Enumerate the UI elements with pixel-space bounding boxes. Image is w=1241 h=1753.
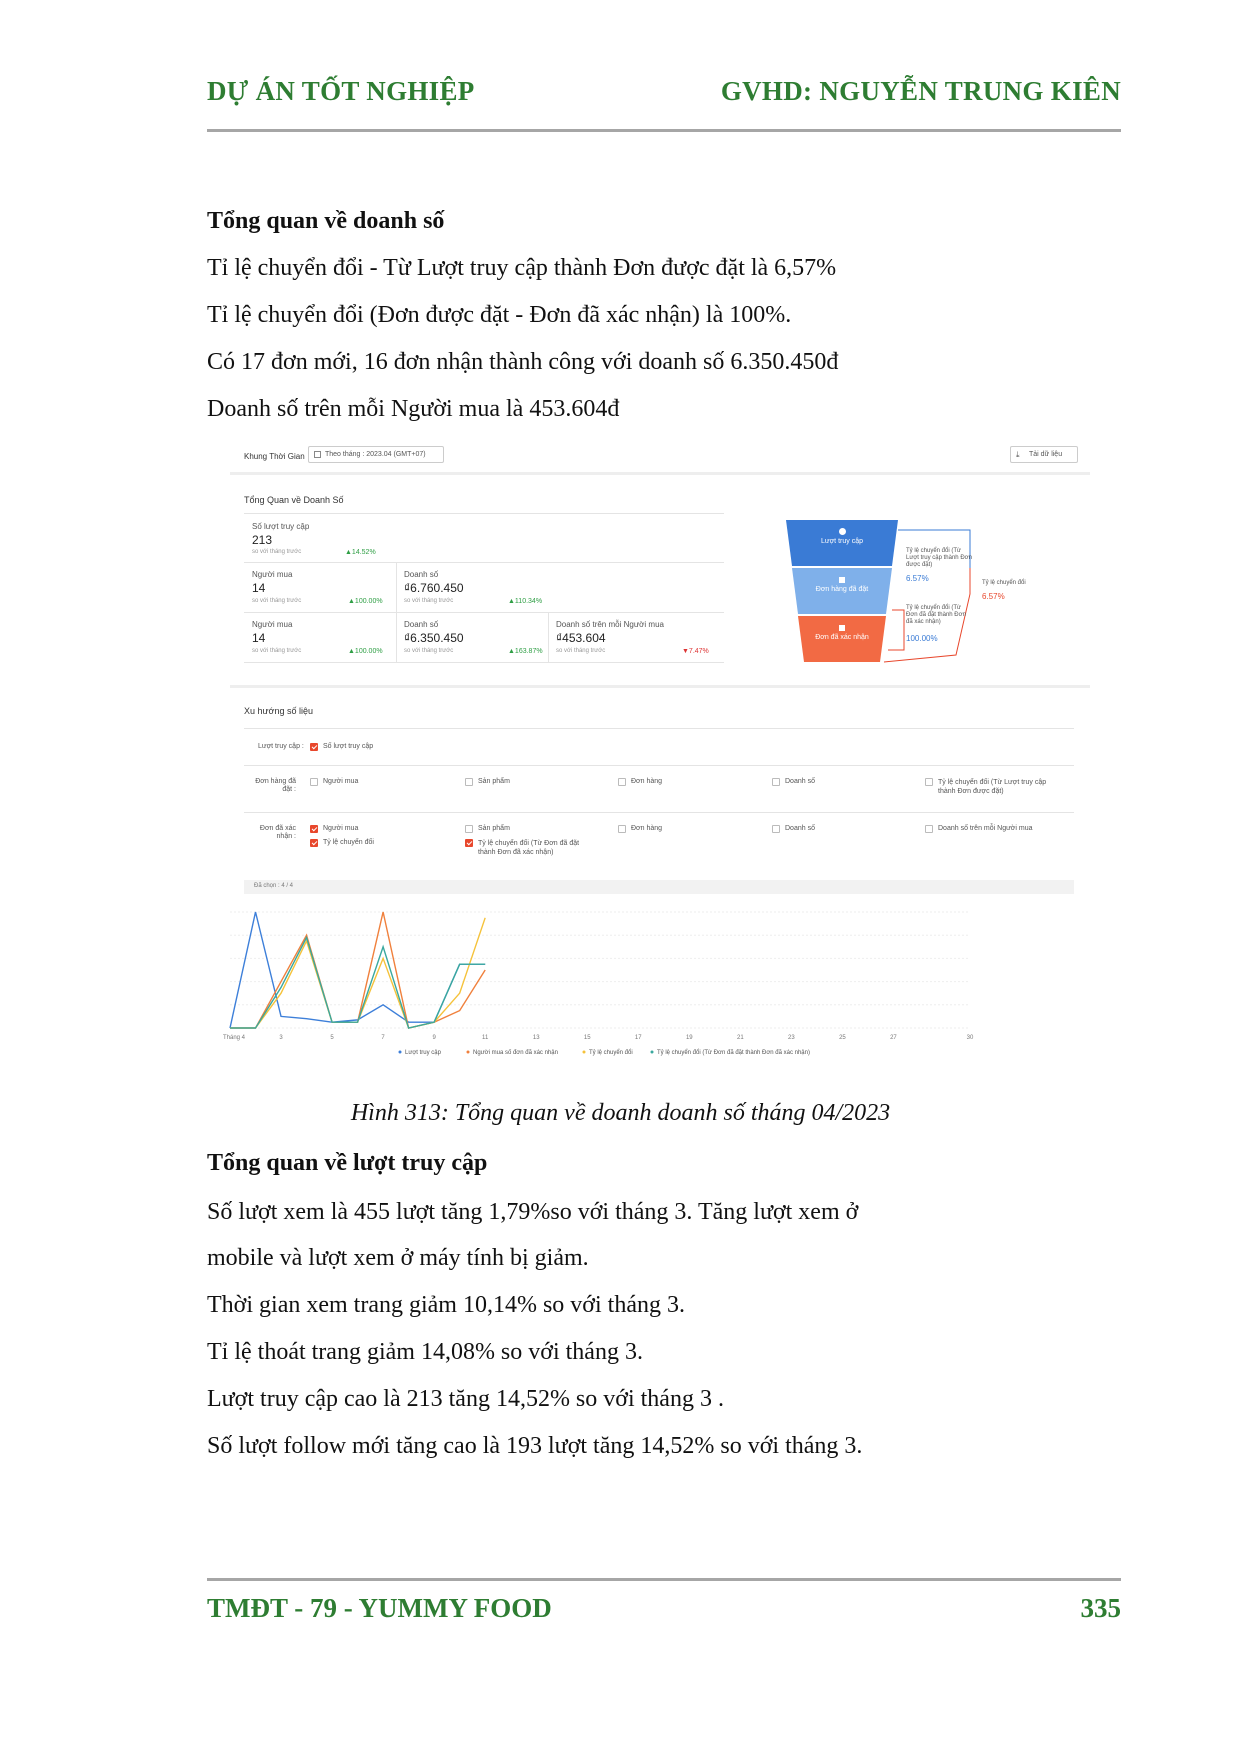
section-heading-visits: Tổng quan về lượt truy cập (207, 1150, 488, 1176)
metric-label: Số lượt truy cập (252, 522, 310, 531)
selected-bar (244, 880, 1074, 894)
checkbox-label: Người mua (323, 778, 359, 785)
metric-change: ▲110.34% (508, 598, 543, 605)
conversion3-label: Tỷ lệ chuyển đổi (982, 580, 1026, 586)
x-tick-label: 17 (634, 1035, 642, 1041)
checkbox-label: Doanh số trên mỗi Người mua (938, 825, 1033, 832)
checkbox-confirmed-orders[interactable] (618, 825, 626, 833)
paragraph-line: Tỉ lệ chuyển đổi - Từ Lượt truy cập thành Đơn được đặt là 6,57% (207, 255, 837, 281)
metric-value: ₫6.760.450 (404, 581, 464, 595)
x-tick-label: 15 (583, 1035, 591, 1041)
paragraph-line: Doanh số trên mỗi Người mua là 453.604đ (207, 396, 620, 422)
legend-label: Tỷ lệ chuyển đổi (589, 1050, 633, 1056)
x-tick-label: 21 (737, 1035, 744, 1041)
calendar-icon (314, 451, 321, 458)
selected-count: Đã chọn : 4 / 4 (254, 883, 294, 889)
series-line-3 (230, 918, 485, 1028)
checkbox-visits[interactable] (310, 743, 318, 751)
metric-label: Doanh số trên mỗi Người mua (556, 620, 664, 629)
checkbox-label: Tỷ lệ chuyển đổi (Từ Đơn đã đặt thành Đơn đã xác nhận) (478, 840, 580, 856)
checkbox-label: Sản phẩm (478, 825, 510, 832)
metric-change: ▼7.47% (682, 648, 709, 655)
page-number: 335 (1080, 1593, 1121, 1623)
checkbox-label: Số lượt truy cập (323, 743, 374, 750)
metric-label: Doanh số (404, 570, 439, 579)
divider (230, 685, 1090, 688)
checkbox-confirmed-sales-per-buyer[interactable] (925, 825, 933, 833)
metric-compare: so với tháng trước (252, 598, 302, 604)
x-tick-label: 5 (330, 1035, 334, 1041)
funnel-stage1-label: Lượt truy cập (821, 538, 863, 545)
metric-change: ▲100.00% (348, 648, 383, 655)
x-tick-label: 27 (890, 1035, 897, 1041)
figure-caption: Hình 313: Tổng quan về doanh doanh số tháng 04/2023 (350, 1100, 891, 1126)
group-label: Đơn hàng đã đặt : (255, 778, 296, 793)
divider (244, 513, 724, 514)
checkbox-confirmed-products[interactable] (465, 825, 473, 833)
header-advisor: GVHD: NGUYỄN TRUNG KIÊN (720, 76, 1121, 106)
checkbox-label: Tỷ lệ chuyển đổi (323, 839, 374, 846)
metric-value: 14 (252, 631, 266, 645)
paragraph-line: Số lượt xem là 455 lượt tăng 1,79%so với tháng 3. Tăng lượt xem ở (207, 1199, 859, 1225)
checkbox-label: Người mua (323, 825, 359, 832)
time-frame-label: Khung Thời Gian (244, 452, 305, 461)
group-label: Lượt truy cập : (258, 743, 304, 750)
x-tick-label: 30 (966, 1035, 974, 1041)
metric-value: ₫6.350.450 (404, 631, 464, 645)
divider (244, 562, 724, 563)
legend-label: Lượt truy cập (405, 1050, 441, 1056)
paragraph-line: Tỉ lệ thoát trang giảm 14,08% so với tháng 3. (207, 1339, 643, 1365)
paragraph-line: Có 17 đơn mới, 16 đơn nhận thành công với doanh số 6.350.450đ (207, 349, 839, 375)
page-header (207, 72, 1121, 112)
metric-change: ▲14.52% (345, 549, 376, 556)
conversion1-label: Tỷ lệ chuyển đổi (Từ Lượt truy cập thành Đơn được đặt) (906, 548, 972, 568)
metric-compare: so với tháng trước (556, 648, 606, 654)
download-label: Tải dữ liệu (1029, 451, 1063, 458)
metric-compare: so với tháng trước (404, 598, 454, 604)
funnel-stage3-label: Đơn đã xác nhận (815, 634, 869, 641)
legend-marker (467, 1051, 470, 1054)
divider (244, 765, 1074, 766)
legend-marker (651, 1051, 654, 1054)
metric-value: ₫453.604 (556, 631, 606, 645)
metric-compare: so với tháng trước (252, 549, 302, 555)
conversion3-value: 6.57% (982, 592, 1005, 601)
conversion2-value: 100.00% (906, 634, 938, 643)
legend-marker (399, 1051, 402, 1054)
metric-value: 213 (252, 533, 273, 547)
metric-change: ▲100.00% (348, 598, 383, 605)
divider (230, 472, 1090, 475)
time-frame-value: Theo tháng : 2023.04 (GMT+07) (325, 451, 426, 458)
divider (244, 662, 724, 663)
divider (548, 612, 549, 662)
metric-compare: so với tháng trước (252, 648, 302, 654)
divider (244, 612, 724, 613)
conversion1-value: 6.57% (906, 574, 929, 583)
checkbox-confirmed-sales[interactable] (772, 825, 780, 833)
divider (396, 562, 397, 662)
checkbox-orders-products[interactable] (465, 778, 473, 786)
embedded-dashboard-screenshot (222, 440, 1090, 1090)
download-icon: ⤓ (1016, 450, 1020, 459)
overview-title: Tổng Quan về Doanh Số (244, 495, 344, 505)
paragraph-line: mobile và lượt xem ở máy tính bị giảm. (207, 1245, 589, 1271)
x-tick-label: 7 (381, 1035, 385, 1041)
metric-label: Người mua (252, 570, 293, 579)
series-line-4 (230, 938, 485, 1028)
time-frame-select[interactable] (308, 446, 444, 463)
trend-title: Xu hướng số liệu (244, 706, 313, 716)
header-project-title: DỰ ÁN TỐT NGHIỆP (207, 76, 475, 106)
checkbox-confirmed-conversion-orders[interactable] (465, 839, 473, 847)
legend-label: Người mua số đơn đã xác nhận (473, 1050, 558, 1056)
x-tick-label: 19 (685, 1035, 693, 1041)
metric-value: 14 (252, 581, 266, 595)
checkbox-label: Sản phẩm (478, 778, 510, 785)
download-button[interactable] (1010, 446, 1078, 463)
paragraph-line: Tỉ lệ chuyển đổi (Đơn được đặt - Đơn đã xác nhận) là 100%. (207, 302, 792, 328)
conversion2-label: Tỷ lệ chuyển đổi (Từ Đơn đã đặt thành Đơn đã xác nhận) (906, 605, 966, 625)
metric-label: Người mua (252, 620, 293, 629)
checkbox-label: Tỷ lệ chuyển đổi (Từ Lượt truy cập thành Đơn được đặt) (938, 779, 1047, 795)
legend-label: Tỷ lệ chuyển đổi (Từ Đơn đã đặt thành Đơn đã xác nhận) (657, 1050, 810, 1056)
checkbox-confirmed-conversion[interactable] (310, 839, 318, 847)
header-rule (207, 129, 1121, 132)
checkbox-label: Đơn hàng (631, 778, 663, 785)
x-tick-label: 23 (788, 1035, 795, 1041)
x-tick-label: 3 (279, 1035, 283, 1041)
x-tick-label: 25 (839, 1035, 846, 1041)
footer-rule (207, 1578, 1121, 1581)
footer-project: TMĐT - 79 - YUMMY FOOD (207, 1593, 552, 1623)
metric-compare: so với tháng trước (404, 648, 454, 654)
metric-label: Doanh số (404, 620, 439, 629)
legend-marker (583, 1051, 586, 1054)
group-label: Đơn đã xác nhận : (259, 825, 296, 840)
checkbox-orders-sales[interactable] (772, 778, 780, 786)
checkbox-orders-orders[interactable] (618, 778, 626, 786)
paragraph-line: Số lượt follow mới tăng cao là 193 lượt tăng 14,52% so với tháng 3. (207, 1433, 863, 1459)
funnel-stage2-label: Đơn hàng đã đặt (815, 586, 869, 593)
paragraph-line: Lượt truy cập cao là 213 tăng 14,52% so với tháng 3 . (207, 1386, 724, 1412)
checkbox-confirmed-buyers[interactable] (310, 825, 318, 833)
x-tick-label: 11 (482, 1035, 489, 1041)
trend-line-chart (222, 900, 1090, 1080)
x-tick-label: Tháng 4 (222, 1035, 246, 1041)
metric-change: ▲163.87% (508, 648, 543, 655)
x-tick-label: 9 (432, 1035, 436, 1041)
checkbox-label: Doanh số (785, 778, 815, 785)
x-tick-label: 13 (532, 1035, 540, 1041)
checkbox-label: Doanh số (785, 825, 815, 832)
checkbox-label: Đơn hàng (631, 825, 663, 832)
checkbox-orders-conversion[interactable] (925, 778, 933, 786)
section-heading-sales: Tổng quan về doanh số (207, 208, 445, 234)
checkbox-orders-buyers[interactable] (310, 778, 318, 786)
divider (244, 812, 1074, 813)
paragraph-line: Thời gian xem trang giảm 10,14% so với tháng 3. (207, 1292, 685, 1318)
divider (244, 728, 1074, 729)
